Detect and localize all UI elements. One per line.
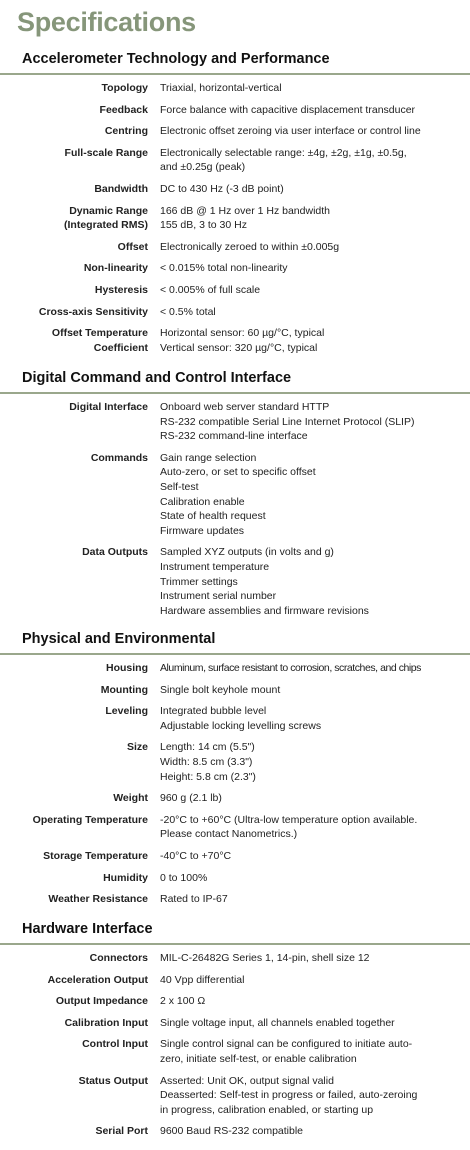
spec-label <box>0 683 148 698</box>
spec-label-line: Cross-axis Sensitivity <box>38 305 148 318</box>
spec-value <box>160 892 440 907</box>
spec-label-line: Serial Port <box>95 1125 148 1138</box>
spec-value <box>160 124 440 139</box>
spec-label <box>0 704 148 733</box>
spec-value <box>160 545 440 618</box>
spec-label <box>0 182 148 197</box>
spec-value-line: 9600 Baud RS-232 compatible <box>160 1125 304 1138</box>
spec-label-line: Housing <box>106 662 148 674</box>
spec-value <box>160 103 440 118</box>
spec-label-line: Size <box>126 741 148 754</box>
spec-row <box>0 400 470 444</box>
spec-row <box>0 813 470 842</box>
spec-value <box>160 791 440 806</box>
spec-row <box>0 204 470 233</box>
spec-label-line: Bandwidth <box>94 182 148 195</box>
spec-label-line: Mounting <box>100 683 148 696</box>
spec-value-line: 166 dB @ 1 Hz over 1 Hz bandwidth <box>160 204 330 217</box>
spec-row <box>0 451 470 539</box>
spec-label-line: Acceleration Output <box>47 973 148 986</box>
spec-label-line: Offset Temperature <box>51 327 148 340</box>
spec-label <box>0 994 148 1009</box>
spec-label-line: Hysteresis <box>94 283 148 296</box>
spec-value-line: 40 Vpp differential <box>160 973 245 986</box>
spec-label <box>0 791 148 806</box>
spec-value <box>160 146 440 175</box>
spec-value-line: Trimmer settings <box>160 575 238 588</box>
spec-label-line: Status Output <box>78 1074 148 1087</box>
spec-value-line: Triaxial, horizontal-vertical <box>160 82 282 94</box>
spec-label <box>0 1037 148 1066</box>
spec-value-line: Sampled XYZ outputs (in volts and g) <box>160 546 334 559</box>
spec-label <box>0 305 148 320</box>
spec-value <box>160 451 440 539</box>
section-heading-text: Accelerometer Technology and Performance <box>22 51 330 67</box>
spec-value <box>160 813 440 842</box>
spec-row <box>0 305 470 320</box>
section-heading <box>0 49 470 75</box>
spec-label <box>0 326 148 355</box>
spec-value-line: Electronically selectable range: ±4g, ±2g, ±1g, ±0.5g, <box>160 146 407 159</box>
spec-row <box>0 1074 470 1118</box>
spec-value <box>160 994 440 1009</box>
spec-label <box>0 740 148 784</box>
section-digital-interface <box>0 368 470 625</box>
spec-value-line: RS-232 command-line interface <box>160 430 308 443</box>
spec-label-line: Calibration Input <box>64 1016 148 1029</box>
spec-label-line: Commands <box>90 451 148 464</box>
spec-label <box>0 283 148 298</box>
spec-label-line: Offset <box>117 240 148 253</box>
spec-value <box>160 683 440 698</box>
spec-value <box>160 305 440 320</box>
spec-label <box>0 849 148 864</box>
spec-label <box>0 1074 148 1118</box>
spec-value <box>160 1037 440 1066</box>
spec-value-line: Single control signal can be configured to initiate auto- <box>160 1038 413 1051</box>
spec-value-line: Asserted: Unit OK, output signal valid <box>160 1074 334 1087</box>
spec-label-line: Output Impedance <box>55 995 148 1008</box>
spec-row <box>0 326 470 355</box>
spec-value <box>160 204 440 233</box>
spec-label <box>0 871 148 886</box>
spec-label-line: Coefficient <box>93 341 148 354</box>
spec-label <box>0 103 148 118</box>
spec-value-line: DC to 430 Hz (-3 dB point) <box>160 182 284 195</box>
spec-label <box>0 400 148 444</box>
spec-value <box>160 849 440 864</box>
spec-row <box>0 1037 470 1066</box>
spec-label <box>0 892 148 907</box>
spec-rows <box>0 945 470 1139</box>
spec-value-line: Please contact Nanometrics.) <box>160 828 298 841</box>
spec-row <box>0 81 470 96</box>
spec-value <box>160 400 440 444</box>
spec-row <box>0 791 470 806</box>
spec-row <box>0 545 470 618</box>
spec-value-line: 960 g (2.1 lb) <box>160 792 222 805</box>
spec-value-line: MIL-C-26482G Series 1, 14-pin, shell size 12 <box>160 952 370 964</box>
spec-value-line: < 0.5% total <box>160 305 216 318</box>
spec-label-line: Weight <box>113 792 148 805</box>
spec-row <box>0 146 470 175</box>
spec-value <box>160 1074 440 1118</box>
spec-value-line: Height: 5.8 cm (2.3") <box>160 770 256 783</box>
spec-rows <box>0 75 470 355</box>
spec-label <box>0 545 148 618</box>
spec-label-line: Digital Interface <box>69 401 148 413</box>
spec-value <box>160 704 440 733</box>
spec-row <box>0 261 470 276</box>
spec-value <box>160 326 440 355</box>
spec-label-line: Full-scale Range <box>64 146 148 159</box>
spec-rows <box>0 655 470 907</box>
spec-row <box>0 871 470 886</box>
spec-value-line: Gain range selection <box>160 451 257 464</box>
spec-value-line: Single voltage input, all channels enabled together <box>160 1016 395 1029</box>
spec-value-line: zero, initiate self-test, or enable calibration <box>160 1052 357 1065</box>
spec-value-line: Vertical sensor: 320 µg/°C, typical <box>160 341 318 354</box>
spec-label-line: Centring <box>104 125 148 138</box>
spec-row <box>0 683 470 698</box>
spec-value-line: Instrument serial number <box>160 590 277 603</box>
spec-label-line: Topology <box>101 82 148 94</box>
spec-label <box>0 973 148 988</box>
section-heading <box>0 629 470 655</box>
spec-value-line: < 0.005% of full scale <box>160 283 261 296</box>
spec-row <box>0 704 470 733</box>
section-heading-text: Digital Command and Control Interface <box>22 370 292 386</box>
spec-label-line: Connectors <box>89 952 148 964</box>
spec-value-line: Width: 8.5 cm (3.3") <box>160 755 253 768</box>
spec-label <box>0 951 148 966</box>
spec-row <box>0 1016 470 1031</box>
spec-row <box>0 283 470 298</box>
spec-value-line: 155 dB, 3 to 30 Hz <box>160 219 247 232</box>
spec-value-line: State of health request <box>160 510 266 523</box>
spec-label <box>0 1016 148 1031</box>
section-hardware <box>0 919 470 1146</box>
spec-value-line: 2 x 100 Ω <box>160 995 206 1008</box>
spec-value-line: Deasserted: Self-test in progress or failed, auto-zeroing <box>160 1089 418 1102</box>
spec-label <box>0 146 148 175</box>
spec-value-line: Instrument temperature <box>160 560 270 573</box>
spec-label <box>0 451 148 539</box>
spec-value <box>160 871 440 886</box>
spec-label <box>0 240 148 255</box>
spec-label-line: Dynamic Range <box>69 204 148 217</box>
spec-row <box>0 103 470 118</box>
spec-value <box>160 973 440 988</box>
spec-value-line: < 0.015% total non-linearity <box>160 262 288 275</box>
spec-row <box>0 973 470 988</box>
spec-value <box>160 1124 440 1139</box>
spec-value-line: Aluminum, surface resistant to corrosion, scratches, and chips <box>160 662 421 674</box>
spec-value-line: Force balance with capacitive displacement transducer <box>160 103 416 116</box>
spec-label-line: Operating Temperature <box>32 813 148 826</box>
spec-label-line: (Integrated RMS) <box>64 219 148 232</box>
section-physical <box>0 629 470 914</box>
spec-value-line: Integrated bubble level <box>160 705 267 718</box>
section-heading-text: Hardware Interface <box>22 921 153 937</box>
spec-label <box>0 124 148 139</box>
spec-rows <box>0 394 470 618</box>
spec-label <box>0 661 148 676</box>
spec-value-line: Electronically zeroed to within ±0.005g <box>160 240 340 253</box>
spec-label-line: Data Outputs <box>82 546 148 559</box>
spec-value-line: -40°C to +70°C <box>160 849 232 862</box>
spec-row <box>0 951 470 966</box>
spec-row <box>0 240 470 255</box>
spec-value-line: Self-test <box>160 480 199 493</box>
spec-value <box>160 740 440 784</box>
spec-value <box>160 81 440 96</box>
spec-value-line: Hardware assemblies and firmware revisions <box>160 604 369 617</box>
spec-value-line: Auto-zero, or set to specific offset <box>160 466 316 479</box>
spec-value-line: in progress, calibration enabled, or starting up <box>160 1103 374 1116</box>
spec-value-line: Single bolt keyhole mount <box>160 683 281 696</box>
section-heading <box>0 368 470 394</box>
spec-label-line: Leveling <box>105 705 148 718</box>
spec-value-line: RS-232 compatible Serial Line Internet Protocol (SLIP) <box>160 415 415 428</box>
spec-label-line: Weather Resistance <box>48 893 148 906</box>
spec-value-line: -20°C to +60°C (Ultra-low temperature option available. <box>160 813 418 826</box>
spec-label <box>0 813 148 842</box>
spec-label-line: Feedback <box>99 103 148 116</box>
spec-value <box>160 261 440 276</box>
spec-value <box>160 182 440 197</box>
spec-label-line: Humidity <box>103 871 148 884</box>
spec-value-line: 0 to 100% <box>160 871 208 884</box>
spec-value <box>160 283 440 298</box>
spec-row <box>0 1124 470 1139</box>
page-title: Specifications <box>17 7 196 37</box>
spec-value-line: Length: 14 cm (5.5") <box>160 741 255 754</box>
spec-label-line: Control Input <box>82 1038 148 1051</box>
spec-label <box>0 1124 148 1139</box>
spec-value-line: Rated to IP-67 <box>160 893 228 906</box>
spec-value-line: and ±0.25g (peak) <box>160 161 246 174</box>
spec-value <box>160 661 440 676</box>
section-accelerometer <box>0 49 470 362</box>
spec-row <box>0 892 470 907</box>
spec-row <box>0 182 470 197</box>
spec-row <box>0 849 470 864</box>
spec-value-line: Horizontal sensor: 60 µg/°C, typical <box>160 327 325 340</box>
spec-value <box>160 951 440 966</box>
spec-value-line: Adjustable locking levelling screws <box>160 719 322 732</box>
spec-row <box>0 994 470 1009</box>
spec-label <box>0 81 148 96</box>
spec-label-line: Non-linearity <box>83 262 148 275</box>
spec-label-line: Storage Temperature <box>43 849 148 862</box>
spec-value-line: Calibration enable <box>160 495 245 508</box>
spec-row <box>0 124 470 139</box>
spec-label <box>0 261 148 276</box>
spec-row <box>0 740 470 784</box>
section-heading-text: Physical and Environmental <box>22 631 216 647</box>
spec-value-line: Firmware updates <box>160 524 245 537</box>
spec-row <box>0 661 470 676</box>
spec-value <box>160 240 440 255</box>
spec-value <box>160 1016 440 1031</box>
spec-value-line: Onboard web server standard HTTP <box>160 401 330 413</box>
spec-label <box>0 204 148 233</box>
section-heading <box>0 919 470 945</box>
spec-value-line: Electronic offset zeroing via user interface or control line <box>160 125 421 138</box>
